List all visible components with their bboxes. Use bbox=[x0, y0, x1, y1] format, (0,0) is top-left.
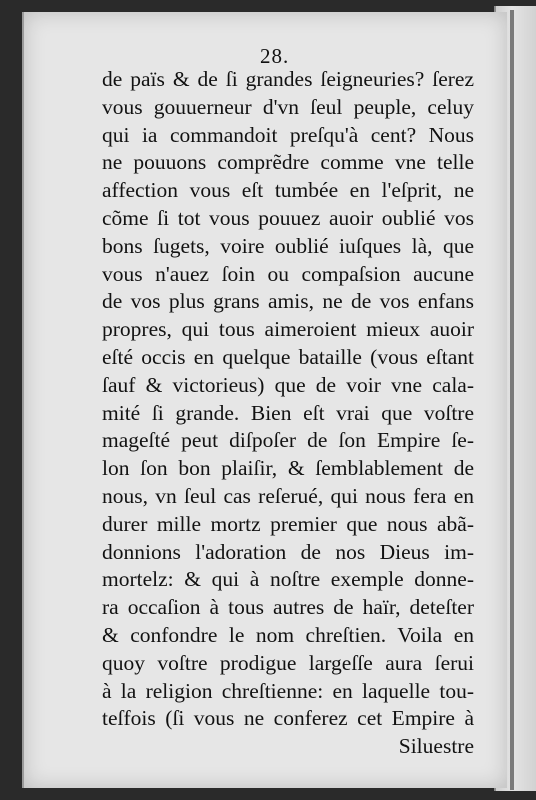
text-line: ne pouuons comprẽdre comme vne telle bbox=[102, 150, 474, 175]
catchword: Siluestre bbox=[398, 734, 474, 759]
text-line: vous n'auez ſoin ou compaſsion aucune bbox=[102, 261, 474, 286]
text-line: à la religion chreſtienne: en laquelle tou- bbox=[102, 678, 474, 703]
text-line: nous, vn ſeul cas reſerué, qui nous fera en bbox=[102, 483, 474, 508]
text-line: cõme ſi tot vous pouuez auoir oublié vos bbox=[102, 205, 474, 230]
text-line: donnions l'adoration de nos Dieus im- bbox=[102, 539, 474, 564]
text-line: affection vous eſt tumbée en l'eſprit, ne bbox=[102, 178, 474, 203]
text-line: teſfois (ſi vous ne conferez cet Empire à bbox=[102, 706, 474, 731]
text-line: lon ſon bon plaiſir, & ſemblablement de bbox=[102, 456, 474, 481]
text-line: mortelz: & qui à noſtre exemple donne- bbox=[102, 567, 474, 592]
text-line: mageſté peut diſpoſer de ſon Empire ſe- bbox=[102, 428, 474, 453]
text-line: quoy voſtre prodigue largeſſe aura ſerui bbox=[102, 650, 474, 675]
text-line: qui ia commandoit preſqu'à cent? Nous bbox=[102, 122, 474, 147]
text-line: propres, qui tous aimeroient mieux auoir bbox=[102, 317, 474, 342]
text-line: mité ſi grande. Bien eſt vrai que voſtre bbox=[102, 400, 474, 425]
text-line: eſté occis en quelque bataille (vous eſtant bbox=[102, 344, 474, 369]
text-line: de vos plus grans amis, ne de vos enfans bbox=[102, 289, 474, 314]
text-line: ra occaſion à tous autres de haïr, deteſter bbox=[102, 595, 474, 620]
text-line: bons ſugets, voire oublié iuſques là, que bbox=[102, 233, 474, 258]
text-line: vous gouuerneur d'vn ſeul peuple, celuy bbox=[102, 94, 474, 119]
page-number: 28. bbox=[260, 44, 290, 68]
text-line: ſauf & victorieus) que de voir vne cala- bbox=[102, 372, 474, 397]
text-line: de païs & de ſi grandes ſeigneuries? ſerez bbox=[102, 67, 474, 91]
text-line: & confondre le nom chreſtien. Voila en bbox=[102, 622, 474, 647]
text-line: durer mille mortz premier que nous abã- bbox=[102, 511, 474, 536]
page-gutter-shadow bbox=[510, 10, 514, 790]
body-text bbox=[102, 66, 474, 761]
